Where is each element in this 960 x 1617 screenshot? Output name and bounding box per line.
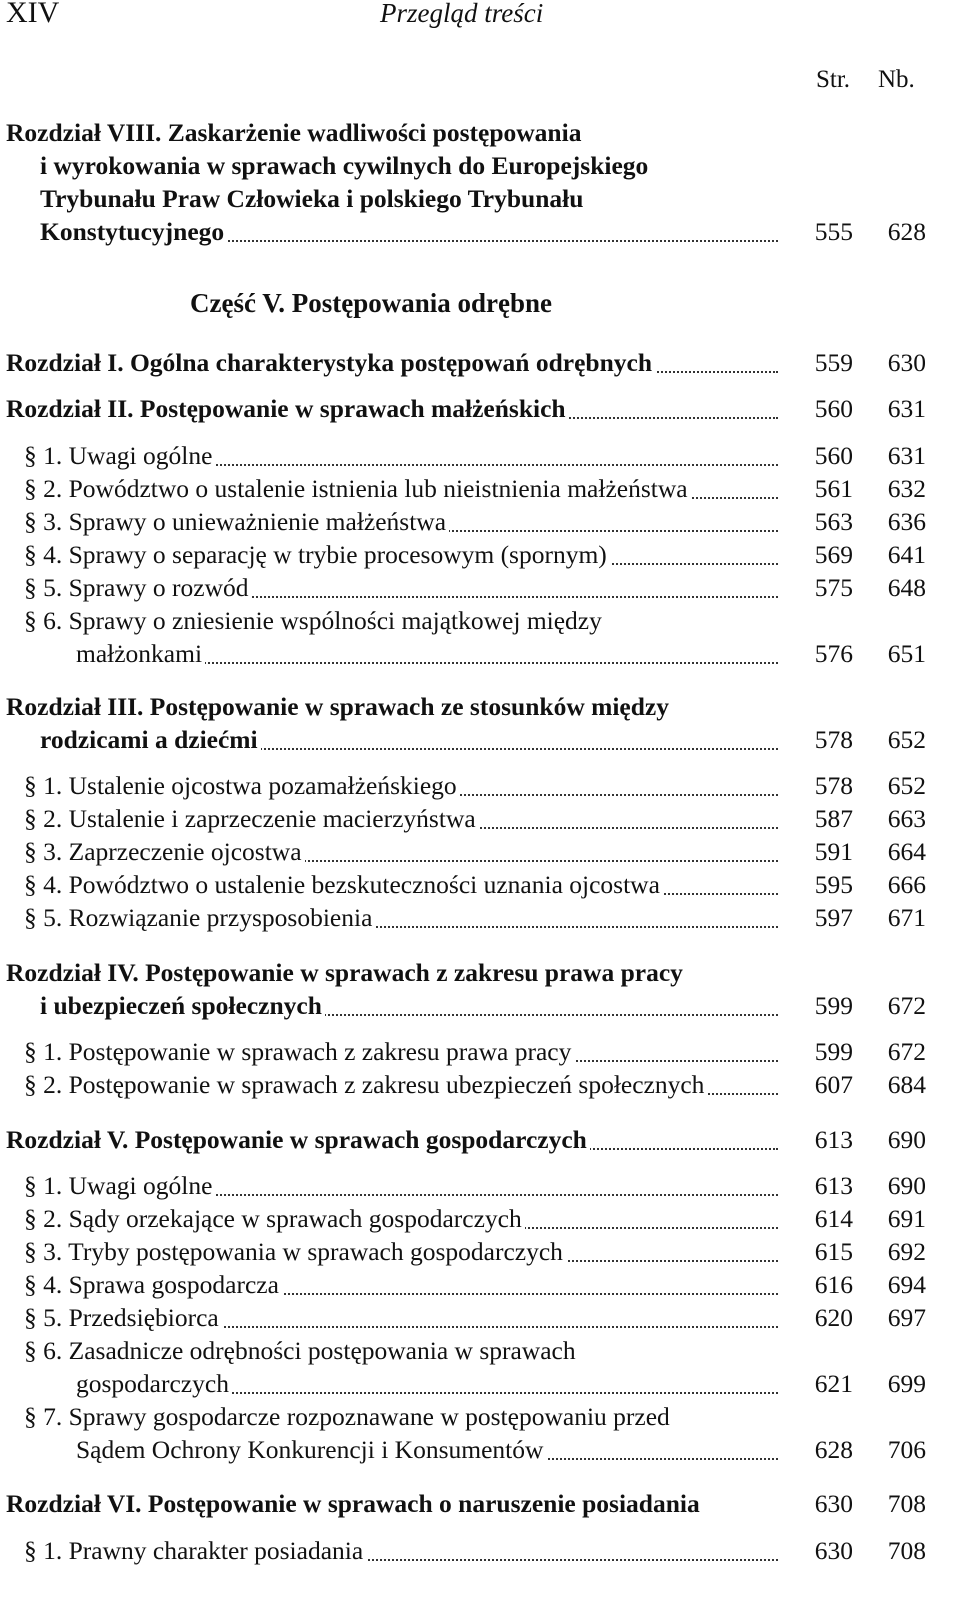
section-title: § 1. Uwagi ogólne [24,441,215,470]
toc-label [24,1268,780,1301]
margin-number: 641 [887,540,926,569]
margin-number: 648 [887,573,926,602]
page-str: 614 [814,1204,853,1233]
margin-number: 631 [887,394,926,423]
section-title: § 1. Postępowanie w sprawach z zakresu prawa pracy [24,1037,574,1066]
section-title: § 3. Zaprzeczenie ojcostwa [24,837,305,866]
page-str: 616 [814,1270,853,1299]
page-str: 621 [814,1369,853,1398]
section-title: § 4. Sprawa gospodarcza [24,1270,282,1299]
margin-number: 652 [887,771,926,800]
toc-label [40,989,780,1022]
chapter-title-line: Rozdział IV. Postępowanie w sprawach z zakresu prawa pracy [6,958,683,987]
chapter-title-line: Rozdział VIII. Zaskarżenie wadliwości postępowania [6,118,582,147]
section-title-line: § 7. Sprawy gospodarcze rozpoznawane w postępowaniu przed [24,1402,670,1431]
toc-label [24,505,780,538]
toc-label [24,472,780,505]
toc-label [40,215,780,248]
toc-label [6,1487,786,1520]
toc-label [6,346,780,379]
page-str: 578 [814,725,853,754]
chapter-title: Rozdział V. Postępowanie w sprawach gospodarczych [6,1125,590,1154]
page-str: 587 [814,804,853,833]
margin-number: 672 [887,991,926,1020]
column-header-str: Str. [816,66,851,93]
section-title-line: § 6. Zasadnicze odrębności postępowania w sprawach [24,1336,576,1365]
margin-number: 697 [887,1303,926,1332]
toc-label [24,1169,780,1202]
chapter-title-line: rodzicami a dziećmi [40,725,261,754]
page-str: 607 [814,1070,853,1099]
section-title: § 4. Powództwo o ustalenie bezskuteczności uznania ojcostwa [24,870,663,899]
page-str: 613 [814,1171,853,1200]
margin-number: 692 [887,1237,926,1266]
page-str: 613 [814,1125,853,1154]
section-title-line: Sądem Ochrony Konkurencji i Konsumentów [76,1435,546,1464]
toc-label [24,835,780,868]
section-title: § 5. Sprawy o rozwód [24,573,252,602]
margin-number: 708 [887,1489,926,1518]
page-str: 559 [814,348,853,377]
toc-label [24,1301,780,1334]
section-title: § 2. Postępowanie w sprawach z zakresu ubezpieczeń społecznych [24,1070,707,1099]
section-title: § 1. Uwagi ogólne [24,1171,215,1200]
toc-label [24,1202,780,1235]
page-str: 560 [814,441,853,470]
page-str: 563 [814,507,853,536]
toc-label [40,723,780,756]
toc-label [6,1123,780,1156]
chapter-title-line: i wyrokowania w sprawach cywilnych do Europejskiego [40,151,649,180]
page-number: XIV [6,0,60,29]
margin-number: 671 [887,903,926,932]
section-title: § 3. Sprawy o unieważnienie małżeństwa [24,507,449,536]
part-title: Część V. Postępowania odrębne [190,288,552,318]
margin-number: 694 [887,1270,926,1299]
chapter-title: Rozdział I. Ogólna charakterystyka postępowań odrębnych [6,348,655,377]
toc-label [24,769,780,802]
section-title: § 1. Prawny charakter posiadania [24,1536,366,1565]
margin-number: 630 [887,348,926,377]
toc-label [76,637,780,670]
toc-label [24,901,780,934]
section-title: § 5. Przedsiębiorca [24,1303,222,1332]
margin-number: 708 [887,1536,926,1565]
page-str: 576 [814,639,853,668]
page-str: 615 [814,1237,853,1266]
toc-label [76,1367,780,1400]
page-str: 599 [814,991,853,1020]
page-str: 599 [814,1037,853,1066]
chapter-title: Rozdział II. Postępowanie w sprawach małżeńskich [6,394,569,423]
section-title-line: małżonkami [76,639,205,668]
section-title: § 2. Ustalenie i zaprzeczenie macierzyństwa [24,804,479,833]
page-str: 630 [814,1536,853,1565]
page-str: 578 [814,771,853,800]
margin-number: 666 [887,870,926,899]
section-title: § 2. Powództwo o ustalenie istnienia lub nieistnienia małżeństwa [24,474,691,503]
page-str: 628 [814,1435,853,1464]
toc-label [24,868,780,901]
running-title: Przegląd treści [380,0,544,28]
chapter-title-line: i ubezpieczeń społecznych [40,991,325,1020]
toc-label [24,571,780,604]
margin-number: 684 [887,1070,926,1099]
margin-number: 628 [887,217,926,246]
page-str: 560 [814,394,853,423]
section-title-line: gospodarczych [76,1369,232,1398]
chapter-title-line: Konstytucyjnego [40,217,227,246]
margin-number: 632 [887,474,926,503]
chapter-title-line: Rozdział III. Postępowanie w sprawach ze stosunków między [6,692,669,721]
section-title: § 4. Sprawy o separację w trybie procesowym (spornym) [24,540,610,569]
toc-label [24,439,780,472]
section-title: § 3. Tryby postępowania w sprawach gospodarczych [24,1237,566,1266]
toc-label [24,538,780,571]
column-header-nb: Nb. [878,66,915,93]
margin-number: 690 [887,1171,926,1200]
chapter-title-line: Trybunału Praw Człowieka i polskiego Trybunału [40,184,584,213]
toc-label [6,392,780,425]
page-str: 575 [814,573,853,602]
section-title: § 5. Rozwiązanie przysposobienia [24,903,375,932]
toc-label [24,1534,780,1567]
page-str: 591 [814,837,853,866]
page-str: 630 [814,1489,853,1518]
toc-label [24,1035,780,1068]
page-str: 595 [814,870,853,899]
margin-number: 706 [887,1435,926,1464]
section-title: § 2. Sądy orzekające w sprawach gospodarczych [24,1204,525,1233]
toc-label [24,1235,780,1268]
page-header [0,0,960,36]
page-str: 561 [814,474,853,503]
toc-label [24,1068,780,1101]
margin-number: 663 [887,804,926,833]
margin-number: 636 [887,507,926,536]
margin-number: 672 [887,1037,926,1066]
section-title: § 1. Ustalenie ojcostwa pozamałżeńskiego [24,771,460,800]
page-str: 555 [814,217,853,246]
chapter-title: Rozdział VI. Postępowanie w sprawach o naruszenie posiadania [6,1489,703,1518]
margin-number: 652 [887,725,926,754]
margin-number: 664 [887,837,926,866]
section-title-line: § 6. Sprawy o zniesienie wspólności majątkowej między [24,606,602,635]
toc-label [76,1433,780,1466]
page-str: 569 [814,540,853,569]
page-str: 620 [814,1303,853,1332]
margin-number: 690 [887,1125,926,1154]
margin-number: 651 [887,639,926,668]
page-str: 597 [814,903,853,932]
margin-number: 631 [887,441,926,470]
toc-label [24,802,780,835]
margin-number: 699 [887,1369,926,1398]
margin-number: 691 [887,1204,926,1233]
